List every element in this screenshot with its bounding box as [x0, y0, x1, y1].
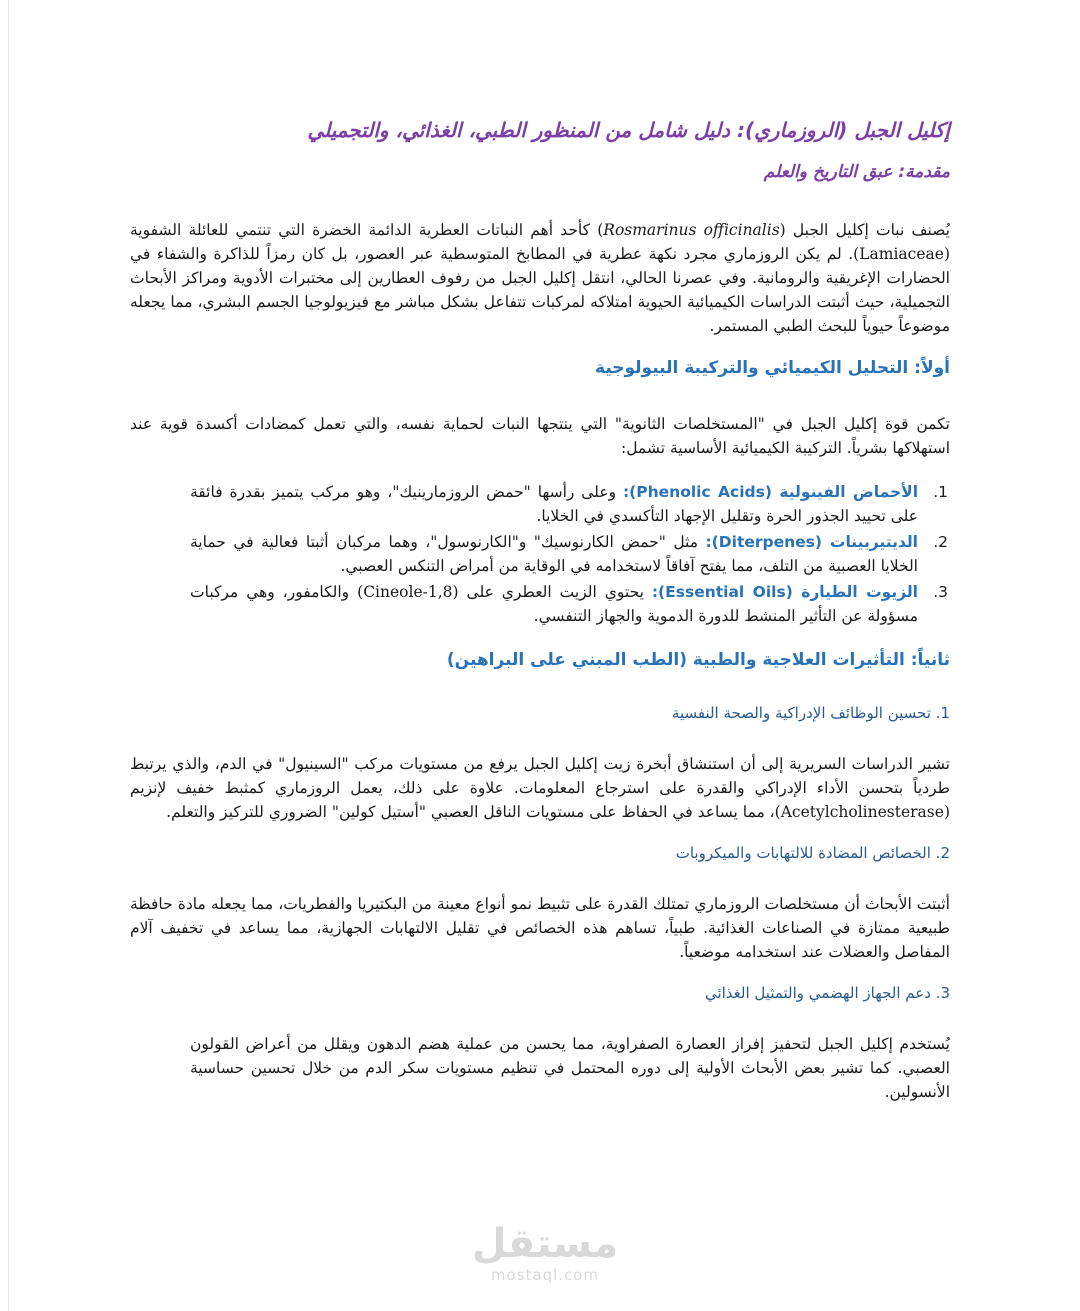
section1-paragraph: تكمن قوة إكليل الجبل في "المستخلصات الثانوية" التي ينتجها النبات لحماية نفسه، والتي تعمل كمضادات أكسدة قوية عند استهلاكها بشرياً. التركيبة الكيميائية الأساسية تشمل: [130, 415, 950, 457]
mostaql-watermark [470, 1222, 620, 1284]
subsection3-heading: 3. دعم الجهاز الهضمي والتمثيل الغذائي [704, 984, 950, 1002]
document-body [130, 110, 950, 1124]
list-item-number: 3. [933, 583, 948, 601]
list-item-number: 2. [933, 533, 948, 551]
intro-text-rest: ) كأحد أهم النباتات العطرية الدائمة الخضرة التي تنتمي للعائلة الشفوية (Lamiaceae). لم يكن الروزماري مجرد نكهة عطرية في المطابخ المتوسطية عبر العصور، بل كان رمزاً للذاكرة والشفاء في الحضارات الإغريقية والرومانية. وفي عصرنا الحالي، انتقل إكليل الجبل من رفوف العطارين إلى مختبرات الأدوية ومراكز الأبحاث التجميلية، حيث أثبتت الدراسات الكيميائية الحيوية امتلاكه لمركبات تتفاعل بشكل مباشر مع فيزيولوجيا الجسم البشري، مما يجعله موضوعاً حيوياً للبحث الطبي المستمر. [130, 221, 950, 335]
subsection2-paragraph: أثبتت الأبحاث أن مستخلصات الروزماري تمتلك القدرة على تثبيط نمو أنواع معينة من البكتيريا والفطريات، مما يجعله مادة حافظة طبيعية ممتازة في الصناعات الغذائية. طبياً، تساهم هذه الخصائص في تقليل الالتهابات الجهازية، مما يساعد في تخفيف آلام المفاصل والعضلات عند استخدامه موضعياً. [130, 895, 950, 961]
compounds-list [130, 480, 950, 628]
document-title: إكليل الجبل (الروزماري): دليل شامل من المنظور الطبي، الغذائي، والتجميلي [307, 118, 950, 142]
intro-latin-name: Rosmarinus officinalis [603, 221, 780, 239]
section1-heading: أولاً: التحليل الكيميائي والتركيبة البيولوجية [595, 358, 950, 378]
intro-heading: مقدمة: عبق التاريخ والعلم [763, 162, 950, 182]
list-item-text: يحتوي الزيت العطري على (1,8-Cineole) والكامفور، وهي مركبات مسؤولة عن التأثير المنشط للدورة الدموية والجهاز التنفسي. [190, 583, 918, 625]
list-item [190, 580, 948, 628]
subsection3-paragraph: يُستخدم إكليل الجبل لتحفيز إفراز العصارة الصفراوية، مما يحسن من عملية هضم الدهون ويقلل من أعراض القولون العصبي. كما تشير بعض الأبحاث الأولية إلى دوره المحتمل في تنظيم مستويات سكر الدم من خلال تحسين حساسية الأنسولين. [190, 1035, 950, 1101]
intro-text-start: يُصنف نبات إكليل الجبل ( [779, 221, 950, 239]
list-item-number: 1. [933, 483, 948, 501]
list-item-text: وعلى رأسها "حمض الروزمارينيك"، وهو مركب يتميز بقدرة فائقة على تحييد الجذور الحرة وتقليل الإجهاد التأكسدي في الخلايا. [190, 483, 918, 525]
list-item-term: الأحماض الفينولية (Phenolic Acids): [622, 483, 919, 501]
list-item [190, 480, 948, 528]
list-item-text: مثل "حمض الكارنوسيك" و"الكارنوسول"، وهما مركبان أثبتا فعالية في حماية الخلايا العصبية من التلف، مما يفتح آفاقاً لاستخدامه في الوقاية من أمراض التنكس العصبي. [190, 533, 918, 575]
watermark-logo: مستقل [471, 1221, 619, 1267]
page-edge [8, 0, 9, 1311]
section2-heading: ثانياً: التأثيرات العلاجية والطبية (الطب المبني على البراهين) [446, 650, 950, 670]
list-item-term: الزيوت الطيارة (Essential Oils): [651, 583, 918, 601]
list-item [190, 530, 948, 578]
list-item-term: الديتيربينات (Diterpenes): [705, 533, 918, 551]
watermark-url: mostaql.com [490, 1266, 600, 1284]
subsection1-paragraph: تشير الدراسات السريرية إلى أن استنشاق أبخرة زيت إكليل الجبل يرفع من مستويات مركب "السينيول" في الدم، والذي يرتبط طردياً بتحسن الأداء الإدراكي والقدرة على استرجاع المعلومات. علاوة على ذلك، يعمل الروزماري كمثبط خفيف لإنزيم (Acetylcholinesterase)، مما يساعد في الحفاظ على مستويات الناقل العصبي "أستيل كولين" الضروري للتركيز والتعلم. [130, 755, 950, 821]
subsection2-heading: 2. الخصائص المضادة للالتهابات والميكروبات [675, 844, 950, 862]
subsection1-heading: 1. تحسين الوظائف الإدراكية والصحة النفسية [671, 704, 950, 722]
intro-paragraph [130, 218, 950, 338]
